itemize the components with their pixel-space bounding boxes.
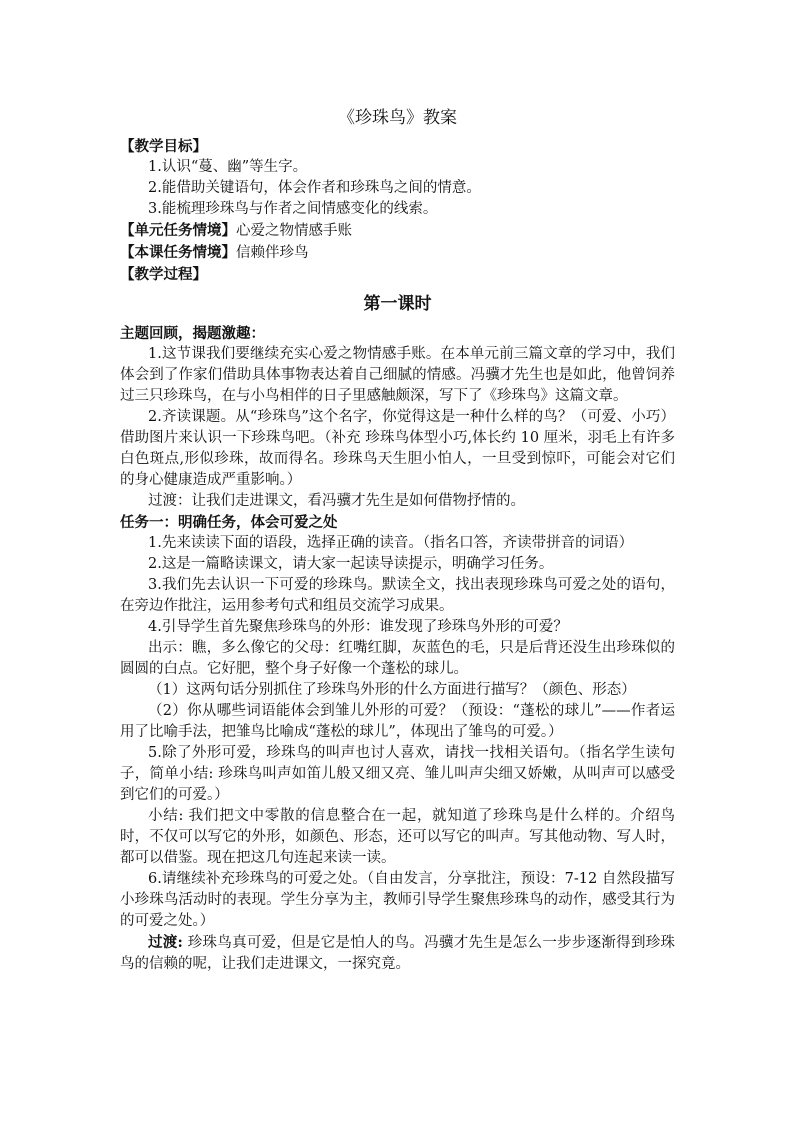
paragraph: 3.我们先去认识一下可爱的珍珠鸟。默读全文，找出表现珍珠鸟可爱之处的语句，在旁边作批注，运用参考句式和组员交流学习成果。 <box>120 577 675 614</box>
transition-paragraph <box>120 932 675 975</box>
transition-text: 珍珠鸟真可爱，但是它是怕人的鸟。冯骥才先生是怎么一步步逐渐得到珍珠鸟的信赖的呢，让我们走进课文，一探究竟。 <box>120 935 675 972</box>
objectives-heading: 【教学目标】 <box>120 138 207 155</box>
unit-context-row <box>120 220 675 242</box>
unit-context-value: 心爱之物情感手账 <box>236 223 352 239</box>
lesson-title: 第一课时 <box>363 294 432 314</box>
paragraph: 4.引导学生首先聚焦珍珠鸟的外形：谁发现了珍珠鸟外形的可爱？ <box>148 619 568 635</box>
paragraph: 1.先来读读下面的语段，选择正确的读音。（指名口答，齐读带拼音的词语） <box>148 535 634 551</box>
paragraph: 1.这节课我们要继续充实心爱之物情感手账。在本单元前三篇文章的学习中，我们体会到了作家们借助具体事物表达着自己细腻的情感。冯骥才先生也是如此，他曾饲养过三只珍珠鸟，在与小鸟相伴的日子里感触颇深，写下了《珍珠鸟》这篇文章。 <box>120 346 675 404</box>
lesson-context-value: 信赖伴珍鸟 <box>236 245 309 261</box>
paragraph: 6.请继续补充珍珠鸟的可爱之处。（自由发言，分享批注，预设：7-12 自然段描写小珍珠鸟活动时的表现。学生分享为主，教师引导学生聚焦珍珠鸟的动作，感受其行为的可爱之处。） <box>120 871 675 929</box>
transition-label: 过渡: <box>148 934 183 951</box>
page-title: 《珍珠鸟》教案 <box>338 108 457 128</box>
paragraph: （1）这两句话分别抓住了珍珠鸟外形的什么方面进行描写？（颜色、形态） <box>148 682 636 698</box>
objective-item: 1.认识“蔓、幽”等生字。 <box>148 159 308 175</box>
paragraph: 2.这是一篇略读课文，请大家一起读导读提示，明确学习任务。 <box>148 556 554 572</box>
section-heading: 主题回顾，揭题激趣： <box>120 325 265 342</box>
lesson-context-row <box>120 242 675 264</box>
objective-item: 3.能梳理珍珠鸟与作者之间情感变化的线索。 <box>148 201 438 217</box>
paragraph: 5.除了外形可爱，珍珠鸟的叫声也讨人喜欢，请找一找相关语句。（指名学生读句子，简单小结: 珍珠鸟叫声如笛儿般又细又亮、雏儿叫声尖细又娇嫩，从叫声可以感受到它们的可爱。） <box>120 745 675 803</box>
document-body <box>120 106 675 975</box>
paragraph: 过渡：让我们走进课文，看冯骥才先生是如何借物抒情的。 <box>148 493 525 509</box>
lesson-context-label: 【本课任务情境】 <box>120 244 236 261</box>
paragraph: 2.齐读课题。从“珍珠鸟”这个名字，你觉得这是一种什么样的鸟？（可爱、小巧）借助图片来认识一下珍珠鸟吧。（补充 珍珠鸟体型小巧,体长约 10 厘米，羽毛上有许多白色斑点,形似珍珠，故而得名。珍珠鸟天生胆小怕人，一旦受到惊吓，可能会对它们的身心健康造成严重影响。） <box>120 409 675 488</box>
paragraph: 小结: 我们把文中零散的信息整合在一起，就知道了珍珠鸟是什么样的。介绍鸟时，不仅可以写它的外形，如颜色、形态，还可以写它的叫声。写其他动物、写人时，都可以借鉴。现在把这几句连起来读一读。 <box>120 808 675 866</box>
objective-item: 2.能借助关键语句，体会作者和珍珠鸟之间的情意。 <box>148 180 481 196</box>
paragraph: （2）你从哪些词语能体会到雏儿外形的可爱？（预设：“蓬松的球儿”——作者运用了比喻手法，把雏鸟比喻成“蓬松的球儿”，体现出了雏鸟的可爱。） <box>120 703 675 740</box>
task-heading: 任务一：明确任务，体会可爱之处 <box>120 514 338 531</box>
paragraph: 出示：瞧，多么像它的父母：红嘴红脚，灰蓝色的毛，只是后背还没生出珍珠似的圆圆的白点。它好肥，整个身子好像一个蓬松的球儿。 <box>120 640 675 677</box>
unit-context-label: 【单元任务情境】 <box>120 222 236 239</box>
process-heading: 【教学过程】 <box>120 266 207 283</box>
